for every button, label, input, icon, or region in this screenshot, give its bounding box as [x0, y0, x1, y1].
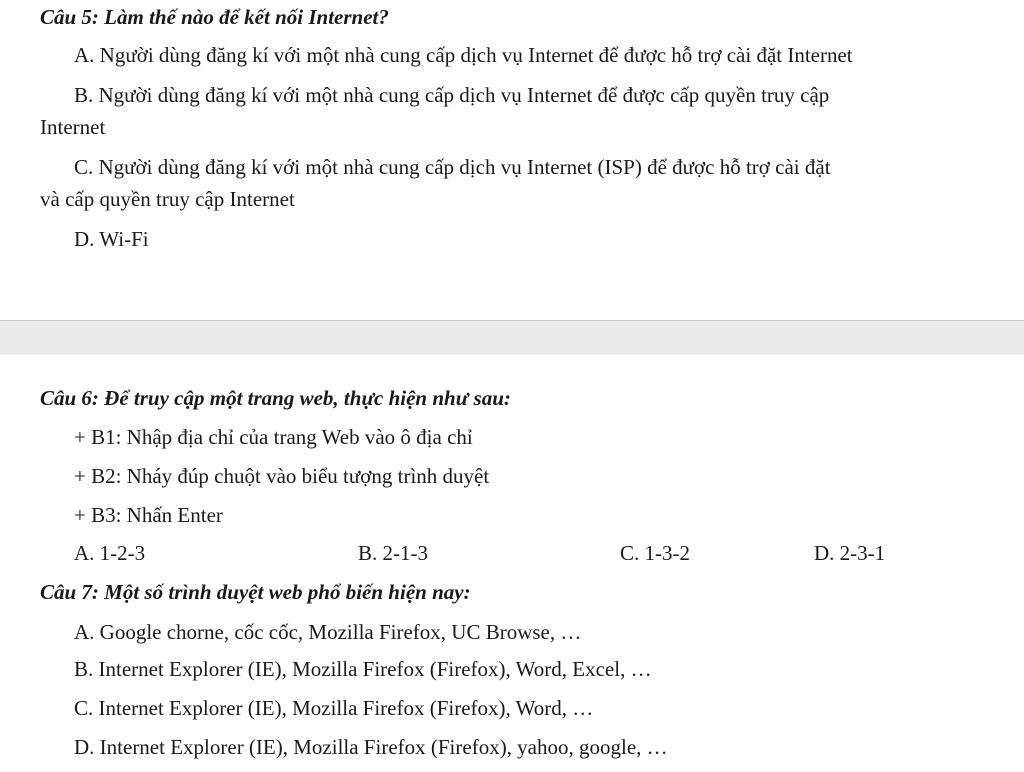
question-5-option-d: D. Wi-Fi [74, 227, 149, 251]
question-7-option-c: C. Internet Explorer (IE), Mozilla Firefox (Firefox), Word, … [74, 696, 594, 720]
question-6-step-3: + B3: Nhấn Enter [74, 503, 223, 527]
question-5-option-a: A. Người dùng đăng kí với một nhà cung cấp dịch vụ Internet để được hỗ trợ cài đặt Internet [74, 43, 853, 67]
question-6-option-b: B. 2-1-3 [358, 541, 428, 565]
question-6-option-c: C. 1-3-2 [620, 541, 690, 565]
question-6-option-d: D. 2-3-1 [814, 541, 886, 565]
document-page-1 [0, 0, 1024, 320]
question-7-option-a: A. Google chorne, cốc cốc, Mozilla Firefox, UC Browse, … [74, 620, 582, 644]
question-5-title: Câu 5: Làm thế nào để kết nối Internet? [40, 5, 389, 29]
page-break [0, 320, 1024, 356]
question-7-title: Câu 7: Một số trình duyệt web phổ biến hiện nay: [40, 580, 471, 604]
question-6-step-2: + B2: Nháy đúp chuột vào biểu tượng trình duyệt [74, 464, 490, 488]
question-5-option-c-continued: và cấp quyền truy cập Internet [40, 187, 295, 211]
question-6-step-1: + B1: Nhập địa chỉ của trang Web vào ô địa chỉ [74, 425, 473, 449]
question-5-option-b: B. Người dùng đăng kí với một nhà cung cấp dịch vụ Internet để được cấp quyền truy cập [74, 83, 830, 107]
question-6-option-a: A. 1-2-3 [74, 541, 146, 565]
question-5-option-c: C. Người dùng đăng kí với một nhà cung cấp dịch vụ Internet (ISP) để được hỗ trợ cài đặt [74, 155, 831, 179]
question-7-option-b: B. Internet Explorer (IE), Mozilla Firefox (Firefox), Word, Excel, … [74, 657, 652, 681]
question-7-option-d: D. Internet Explorer (IE), Mozilla Firefox (Firefox), yahoo, google, … [74, 735, 668, 759]
document-page-2 [0, 355, 1024, 772]
question-5-option-b-continued: Internet [40, 115, 106, 139]
question-6-title: Câu 6: Để truy cập một trang web, thực hiện như sau: [40, 386, 511, 410]
